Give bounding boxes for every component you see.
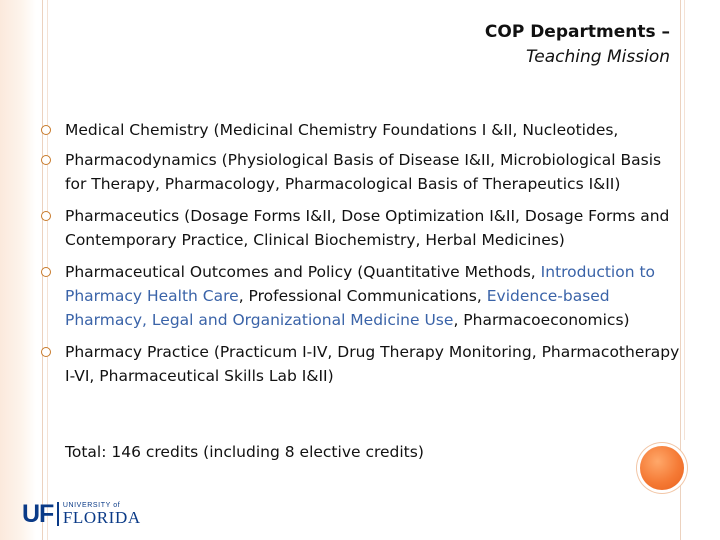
- course-link-intro-pharmacy-health-care[interactable]: Introduction to Pharmacy Health Care: [65, 263, 656, 305]
- uf-logo: [22, 500, 141, 528]
- bullet-circle-icon: [41, 347, 51, 357]
- total-credits: Total: 146 credits (including 8 elective credits): [65, 443, 424, 461]
- slide-title-line2: Teaching Mission: [526, 47, 670, 67]
- uf-logo-mark: UF: [22, 499, 54, 528]
- bullet-circle-icon: [41, 125, 51, 135]
- right-frame-line-inner: [684, 0, 685, 440]
- bullet-circle-icon: [41, 211, 51, 221]
- bullet-text: Pharmacy Practice (Practicum I-IV, Drug Therapy Monitoring, Pharmacotherapy I-VI, Pharmaceutical Skills Lab I&II): [65, 343, 680, 385]
- logo-university-of: UNIVERSITY of: [62, 502, 121, 509]
- bullet-list: [40, 118, 680, 388]
- bullet-item: [40, 260, 680, 332]
- logo-florida: FLORIDA: [62, 508, 141, 527]
- bullet-circle-icon: [41, 267, 51, 277]
- left-decorative-band: [0, 0, 36, 540]
- bullet-text: Medical Chemistry (Medicinal Chemistry Foundations I &II, Nucleotides,: [65, 121, 619, 139]
- bullet-text: Pharmacodynamics (Physiological Basis of Disease I&II, Microbiological Basis for Therapy, Pharmacology, Pharmacological Basis of Therapeutics I&II): [65, 151, 662, 193]
- bullet-text-part: , Professional Communications,: [238, 287, 487, 305]
- bullet-item: [40, 118, 680, 142]
- course-link-evidence-based-pharmacy[interactable]: Evidence-based Pharmacy, Legal and Organizational Medicine Use: [65, 287, 610, 329]
- bullet-text-part: , Pharmacoeconomics): [453, 311, 630, 329]
- bullet-item: [40, 148, 680, 196]
- bullet-circle-icon: [41, 155, 51, 165]
- logo-wordmark: [63, 502, 141, 526]
- orange-circle-decoration: [640, 446, 684, 490]
- bullet-text-part: Pharmaceutical Outcomes and Policy (Quantitative Methods,: [65, 263, 541, 281]
- slide-title-line1: COP Departments –: [484, 22, 670, 42]
- bullet-text: Pharmaceutics (Dosage Forms I&II, Dose Optimization I&II, Dosage Forms and Contemporary Practice, Clinical Biochemistry, Herbal Medicines): [65, 207, 670, 249]
- slide-title: [485, 20, 670, 70]
- bullet-item: [40, 204, 680, 252]
- logo-divider: [57, 502, 59, 526]
- bullet-item: [40, 340, 680, 388]
